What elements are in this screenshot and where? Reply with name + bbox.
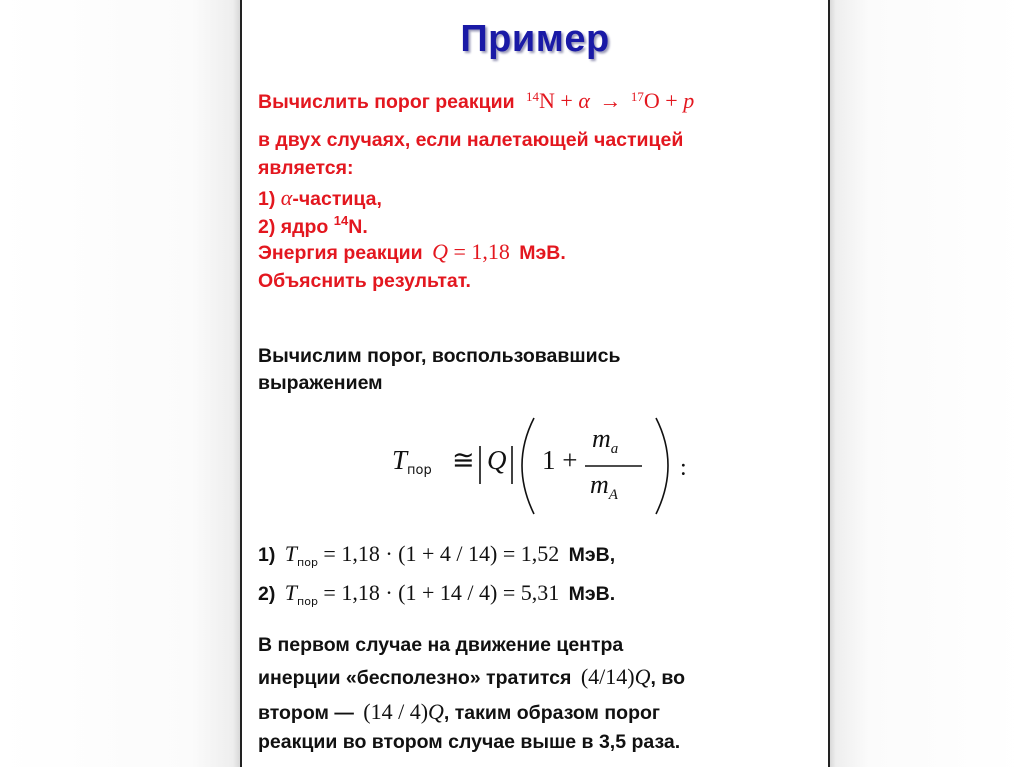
problem-energy xyxy=(258,239,566,265)
proton-symbol: p xyxy=(683,88,695,113)
result-2 xyxy=(258,580,615,608)
alpha-symbol: α xyxy=(578,88,590,113)
solution-line-1: Вычислим порог, воспользовавшись xyxy=(258,345,621,367)
conclusion-text: , таким образом порог xyxy=(443,702,661,724)
result-2-expression xyxy=(284,580,560,608)
q-symbol: Q xyxy=(634,664,651,689)
fraction-14-4: (14 / 4) xyxy=(363,699,429,724)
t-symbol: T xyxy=(284,541,298,566)
problem-case-2 xyxy=(258,213,368,239)
problem-line-1 xyxy=(258,88,694,114)
problem-explain: Объяснить результат. xyxy=(258,270,471,292)
reaction-arrow: → xyxy=(599,88,622,113)
case-1-number: 1) xyxy=(258,188,276,210)
conclusion-line-3 xyxy=(258,699,660,725)
one-plus: 1 + xyxy=(542,445,578,475)
solution-line-2: выражением xyxy=(258,372,383,394)
result-1-expression xyxy=(284,541,560,569)
numerator xyxy=(592,424,618,458)
right-margin xyxy=(830,0,1024,767)
paren-left xyxy=(522,418,534,514)
m-subscript: a xyxy=(610,441,619,457)
conclusion-text: втором — xyxy=(258,702,354,724)
case-1-label: -частица, xyxy=(292,188,382,210)
plus-sign: + xyxy=(560,88,573,113)
threshold-formula xyxy=(392,412,692,522)
formula-T xyxy=(392,445,432,478)
formula-colon: : xyxy=(680,455,687,481)
problem-intro: Вычислить порог реакции xyxy=(258,91,515,113)
reaction-equation xyxy=(526,88,694,113)
m-symbol: m xyxy=(592,424,611,453)
energy-number: = 1,18 xyxy=(453,239,510,264)
nitrogen-symbol: N xyxy=(539,88,555,113)
conclusion-text: инерции «бесполезно» тратится xyxy=(258,667,572,689)
fraction-4-14: (4/14) xyxy=(580,664,635,689)
nitrogen-symbol: N. xyxy=(348,216,368,238)
conclusion-line-2 xyxy=(258,664,685,690)
left-margin xyxy=(0,0,240,767)
energy-label: Энергия реакции xyxy=(258,242,423,264)
approx-sign: ≅ xyxy=(452,445,475,475)
problem-line-3: является: xyxy=(258,157,354,179)
q-symbol: Q xyxy=(428,699,444,724)
denominator xyxy=(590,470,618,504)
result-1-math: = 1,18 · (1 + 4 / 14) = 1,52 xyxy=(323,541,560,566)
oxygen-symbol: O xyxy=(643,88,660,113)
problem-case-1 xyxy=(258,185,382,211)
conclusion-math-2 xyxy=(363,699,444,724)
conclusion-text: , во xyxy=(650,667,685,689)
t-subscript: пор xyxy=(297,556,318,569)
result-2-unit: МэВ. xyxy=(568,583,616,605)
q-symbol: Q xyxy=(487,445,507,475)
slide xyxy=(240,0,830,767)
conclusion-line-4: реакции во втором случае выше в 3,5 раза. xyxy=(258,731,681,753)
nitrogen-mass-number: 14 xyxy=(333,213,349,228)
result-1 xyxy=(258,541,615,569)
result-1-unit: МэВ, xyxy=(568,544,616,566)
slide-title: Пример xyxy=(460,18,610,60)
alpha-symbol: α xyxy=(280,185,293,210)
q-symbol: Q xyxy=(432,239,448,264)
t-subscript: пор xyxy=(407,463,432,478)
conclusion-math-1 xyxy=(581,664,651,689)
t-subscript: пор xyxy=(297,595,318,608)
m-symbol: m xyxy=(590,470,609,499)
result-2-number: 2) xyxy=(258,583,276,605)
result-1-number: 1) xyxy=(258,544,276,566)
case-2-label: 2) ядро xyxy=(258,216,329,238)
result-2-math: = 1,18 · (1 + 14 / 4) = 5,31 xyxy=(323,580,560,605)
conclusion-line-1: В первом случае на движение центра xyxy=(258,634,624,656)
problem-line-2: в двух случаях, если налетающей частицей xyxy=(258,129,684,151)
m-subscript: A xyxy=(608,487,618,503)
plus-sign: + xyxy=(665,88,678,113)
t-symbol: T xyxy=(284,580,298,605)
nitrogen-mass-number: 14 xyxy=(526,89,540,104)
paren-right xyxy=(656,418,668,514)
energy-value xyxy=(432,239,510,264)
t-symbol: T xyxy=(392,445,408,475)
energy-unit: МэВ. xyxy=(519,242,566,264)
oxygen-mass-number: 17 xyxy=(630,89,644,104)
